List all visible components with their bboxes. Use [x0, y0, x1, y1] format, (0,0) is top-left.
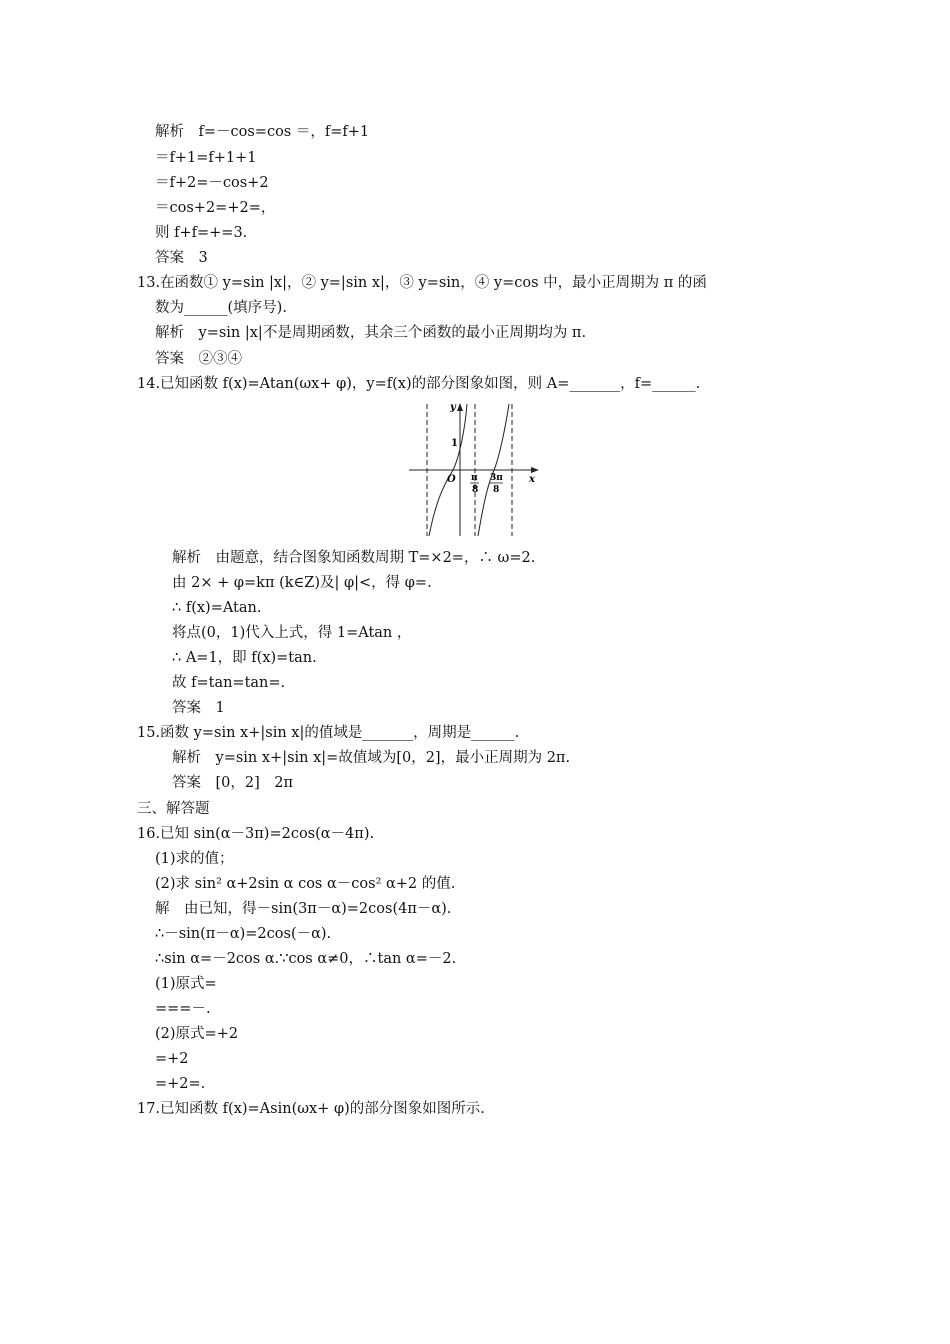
text-line: (1)求的值； [155, 851, 234, 867]
pi-over-8-numerator: π [471, 473, 478, 483]
tangent-graph-figure [405, 400, 545, 540]
origin-label: O [447, 474, 456, 485]
text-line: ∴sin α=－2cos α.∵cos α≠0，∴tan α=－2. [155, 951, 457, 967]
question-17: 17.已知函数 f(x)=Asin(ωx+ φ)的部分图象如图所示. [137, 1101, 485, 1117]
text-line: ＝f+2=－cos+2 [155, 175, 269, 191]
text-line: ＝cos+2=+2=， [155, 200, 276, 216]
text-line: 解 由已知，得－sin(3π－α)=2cos(4π－α). [155, 901, 452, 917]
text-line: =+2 [155, 1051, 189, 1067]
text-line: ＝f+1=f+1+1 [155, 150, 257, 166]
text-line: ∴ A=1，即 f(x)=tan. [172, 650, 317, 666]
text-line: =+2=. [155, 1076, 206, 1092]
text-line: 解析 f=－cos=cos ＝，f=f+1 [155, 124, 370, 140]
question-16: 16.已知 sin(α－3π)=2cos(α－4π). [137, 826, 375, 842]
answer-line: 答案 [0，2] 2π [172, 775, 294, 791]
text-line: 解析 y=sin x+|sin x|=故值域为[0，2]，最小正周期为 2π. [172, 750, 571, 766]
text-line: 故 f=tan=tan=. [172, 675, 286, 691]
y-axis-label: y [450, 402, 456, 413]
answer-line: 答案 3 [155, 250, 208, 266]
three-pi-over-8-numerator: 3π [490, 473, 503, 483]
one-label: 1 [451, 438, 458, 449]
three-pi-over-8-denominator: 8 [493, 485, 500, 495]
text-line: ∴ f(x)=Atan. [172, 600, 262, 616]
text-line: 数为______(填序号). [155, 300, 287, 316]
text-line: 解析 由题意，结合图象知函数周期 T=×2=，∴ ω=2. [172, 550, 536, 566]
pi-over-8-denominator: 8 [472, 485, 479, 495]
question-14: 14.已知函数 f(x)=Atan(ωx+ φ)，y=f(x)的部分图象如图，则 A=_______，f=______. [137, 376, 701, 392]
answer-line: 答案 ②③④ [155, 351, 242, 367]
section-heading: 三、解答题 [137, 801, 210, 817]
text-line: (1)原式= [155, 976, 217, 992]
text-line: (2)求 sin² α+2sin α cos α－cos² α+2 的值. [155, 876, 456, 892]
text-line: 则 f+f=+=3. [155, 225, 248, 241]
text-line: 由 2× + φ=kπ (k∈Z)及| φ|<，得 φ=. [172, 575, 432, 591]
question-15: 15.函数 y=sin x+|sin x|的值域是_______，周期是______. [137, 725, 520, 741]
x-axis-label: x [529, 474, 535, 485]
text-line: 解析 y=sin |x|不是周期函数，其余三个函数的最小正周期均为 π. [155, 325, 587, 341]
text-line: 将点(0，1)代入上式，得 1=Atan ， [172, 625, 412, 641]
answer-line: 答案 1 [172, 700, 225, 716]
text-line: ∴－sin(π－α)=2cos(－α). [155, 926, 332, 942]
text-line: ===－. [155, 1001, 211, 1017]
text-line: (2)原式=+2 [155, 1026, 239, 1042]
question-13: 13.在函数① y=sin |x|，② y=|sin x|，③ y=sin，④ y=cos 中，最小正周期为 π 的函 [137, 275, 707, 291]
